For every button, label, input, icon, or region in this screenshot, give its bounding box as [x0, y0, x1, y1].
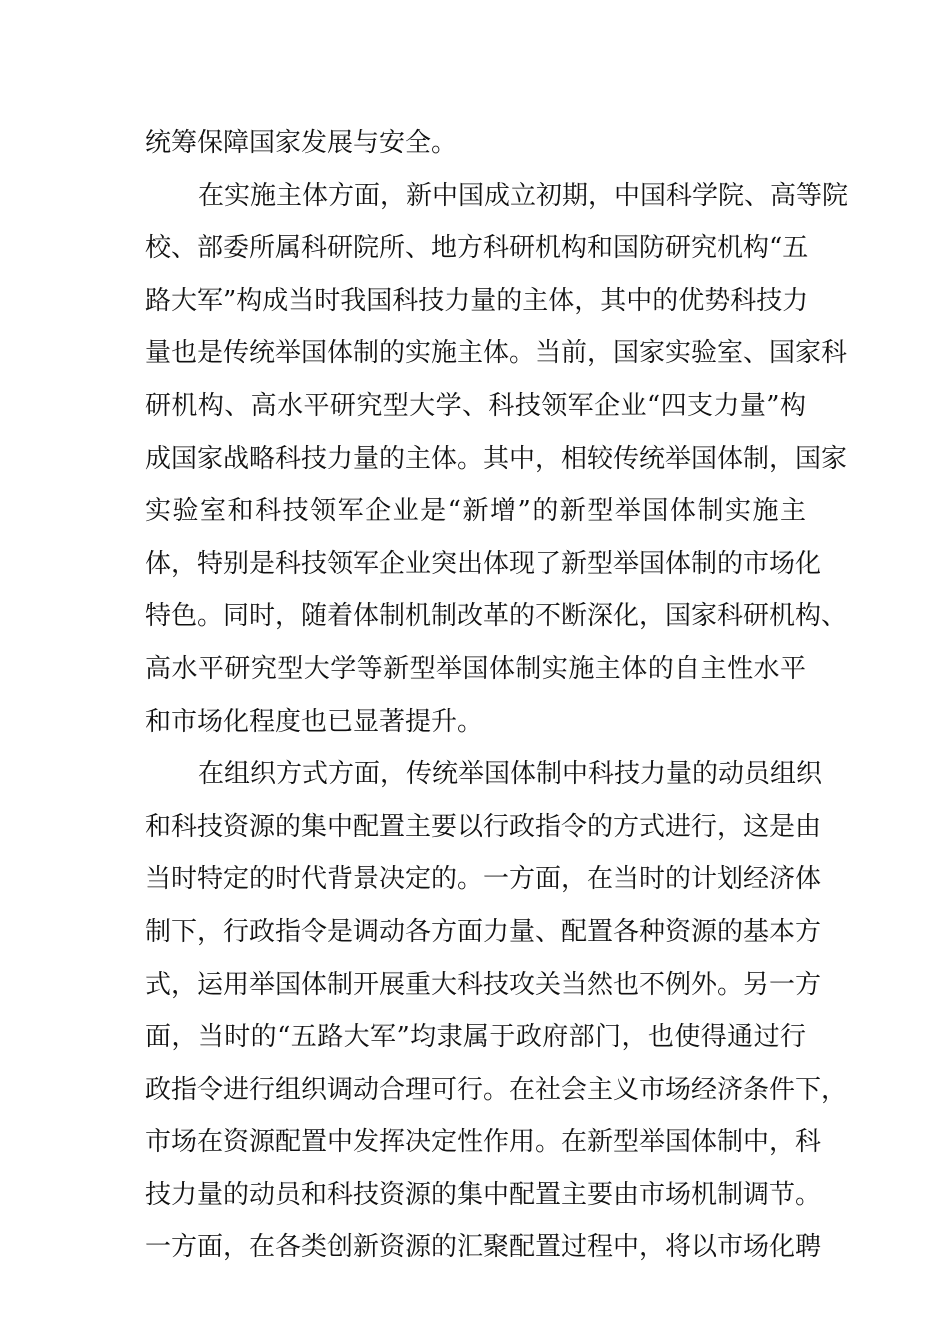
- document-page: [145, 117, 849, 1274]
- text-line: 统筹保障国家发展与安全。: [145, 128, 458, 158]
- text-line: 在组织方式方面，传统举国体制中科技力量的动员组织: [198, 759, 823, 790]
- text-line: 制下，行政指令是调动各方面力量、配置各种资源的基本方: [145, 916, 822, 947]
- text-line: 体，特别是科技领军企业突出体现了新型举国体制的市场化: [145, 548, 822, 579]
- text-line: 当时特定的时代背景决定的。一方面，在当时的计划经济体: [145, 864, 822, 895]
- text-line: 路大军”构成当时我国科技力量的主体，其中的优势科技力: [145, 285, 809, 316]
- text-line: 技力量的动员和科技资源的集中配置主要由市场机制调节。: [145, 1179, 822, 1210]
- text-line: 政指令进行组织调动合理可行。在社会主义市场经济条件下，: [145, 1074, 848, 1105]
- text-line: 面，当时的“五路大军”均隶属于政府部门，也使得通过行: [145, 1022, 806, 1053]
- text-line: 特色。同时，随着体制机制改革的不断深化，国家科研机构、: [145, 601, 848, 632]
- text-line: 成国家战略科技力量的主体。其中，相较传统举国体制，国家: [145, 443, 848, 474]
- text-line: 市场在资源配置中发挥决定性作用。在新型举国体制中，科: [145, 1127, 822, 1158]
- text-line: 式，运用举国体制开展重大科技攻关当然也不例外。另一方: [145, 969, 822, 1000]
- text-line: 和科技资源的集中配置主要以行政指令的方式进行，这是由: [145, 811, 822, 842]
- text-line: 在实施主体方面，新中国成立初期，中国科学院、高等院: [198, 180, 849, 211]
- text-line: 校、部委所属科研院所、地方科研机构和国防研究机构“五: [145, 233, 809, 264]
- text-line: 高水平研究型大学等新型举国体制实施主体的自主性水平: [145, 653, 806, 684]
- text-line: 和市场化程度也已显著提升。: [145, 706, 484, 737]
- text-line: 实验室和科技领军企业是“新增”的新型举国体制实施主: [145, 496, 806, 527]
- text-line: 量也是传统举国体制的实施主体。当前，国家实验室、国家科: [145, 338, 848, 369]
- text-line: 一方面，在各类创新资源的汇聚配置过程中，将以市场化聘: [145, 1232, 822, 1263]
- text-line: 研机构、高水平研究型大学、科技领军企业“四支力量”构: [145, 390, 806, 421]
